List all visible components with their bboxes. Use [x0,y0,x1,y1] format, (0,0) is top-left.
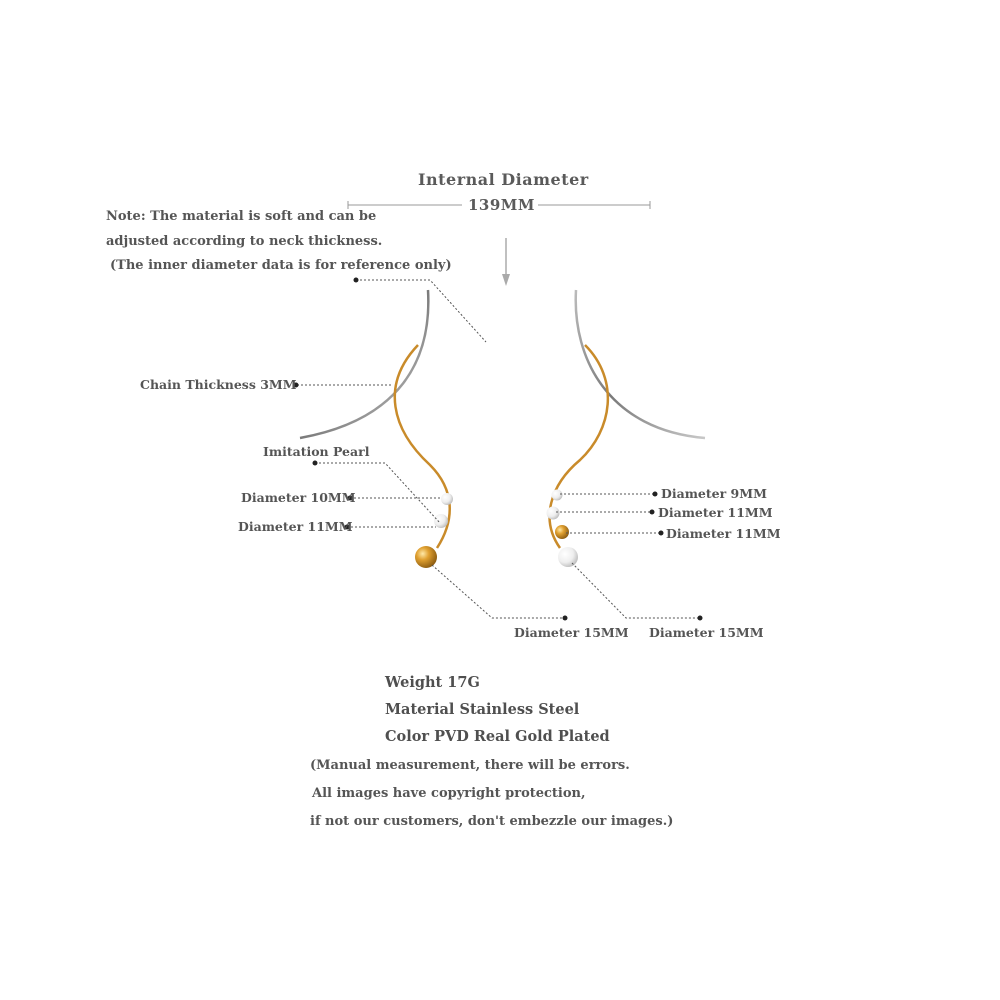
left-diameter-11mm-label: Diameter 11MM [238,519,353,534]
imitation-pearl-label: Imitation Pearl [263,444,370,459]
note-line-3: (The inner diameter data is for reference only) [110,258,452,273]
right-diameter-9mm-label: Diameter 9MM [661,486,767,501]
spec-weight: Weight 17G [385,674,480,691]
spec-color: Color PVD Real Gold Plated [385,728,610,745]
right-diameter-11mm-gold-label: Diameter 11MM [666,526,781,541]
right-pearl-9mm [552,490,563,501]
internal-diameter-value: 139MM [468,196,536,214]
chain-thickness-label: Chain Thickness 3MM [140,377,297,392]
neck-outline-left [300,290,428,438]
right-diameter-15mm-label: Diameter 15MM [649,625,764,640]
note-line-1: Note: The material is soft and can be [106,209,377,224]
arrow-down-icon [502,238,510,286]
left-pearl-10mm [441,493,453,505]
left-pearl-11mm [434,514,448,528]
right-gold-ball-11mm [555,525,569,539]
right-pearl-11mm [547,507,560,520]
right-diameter-11mm-label: Diameter 11MM [658,505,773,520]
right-pearl-15mm [558,547,578,567]
disclaimer-line-3: if not our customers, don't embezzle our images.) [310,814,674,829]
disclaimer-line-1: (Manual measurement, there will be errors. [310,758,630,773]
neck-outline-right [576,290,705,438]
right-earring-wire [550,345,608,548]
internal-diameter-title: Internal Diameter [418,170,589,189]
disclaimer-line-2: All images have copyright protection, [312,786,586,801]
left-diameter-10mm-label: Diameter 10MM [241,490,356,505]
left-gold-ball-15mm [415,546,437,568]
left-diameter-15mm-label: Diameter 15MM [514,625,629,640]
spec-material: Material Stainless Steel [385,701,580,718]
note-line-2: adjusted according to neck thickness. [106,234,383,249]
